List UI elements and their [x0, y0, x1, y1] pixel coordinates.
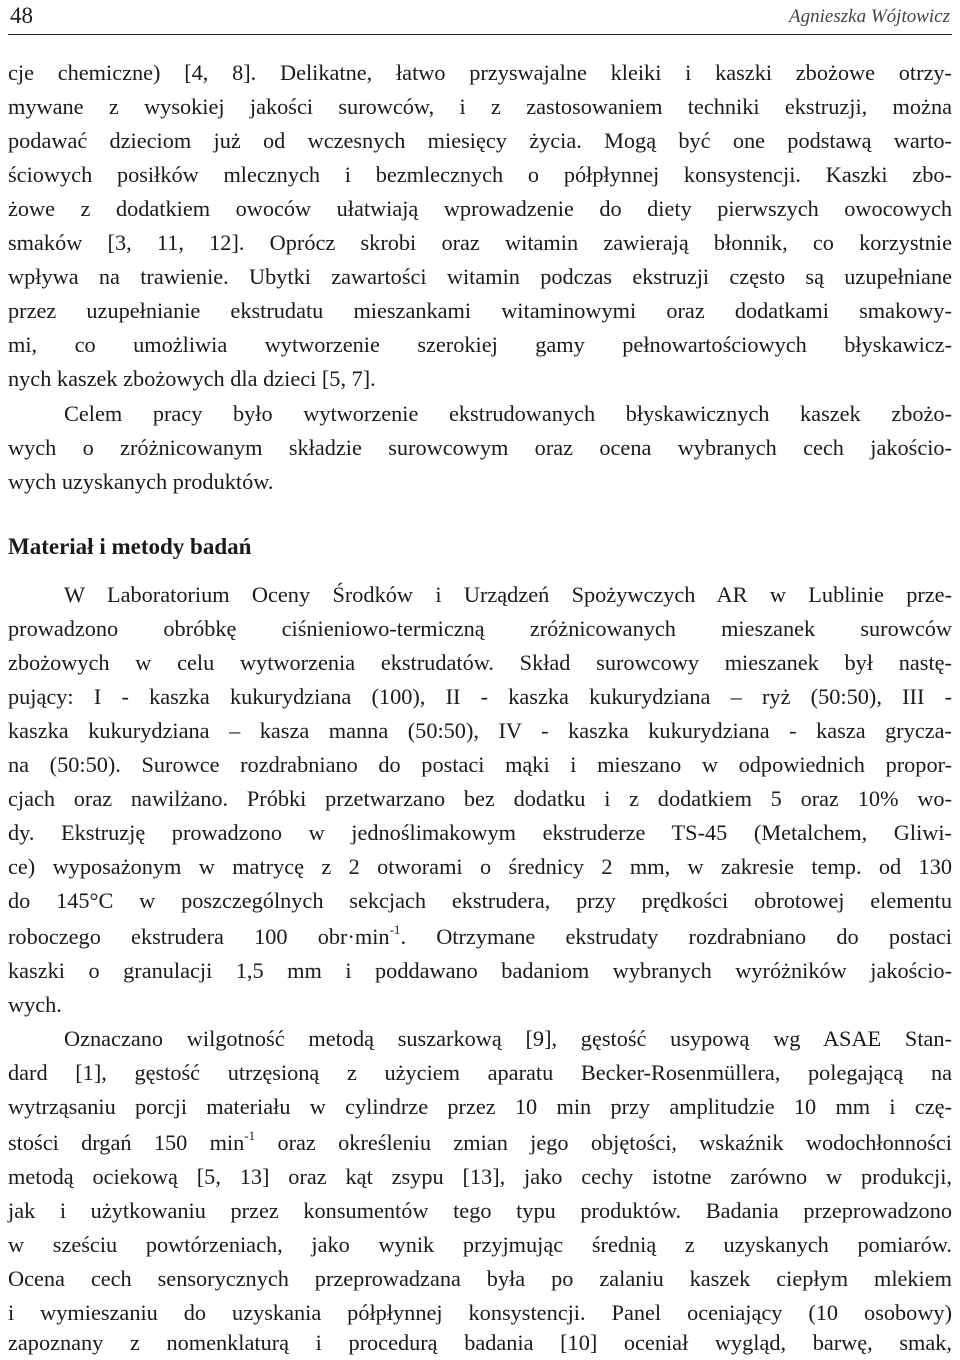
text-line: zbożowych w celu wytworzenia ekstrudatów. Skład surowcowy mieszanek był nastę- [8, 650, 952, 675]
text-line: cjach oraz nawilżano. Próbki przetwarzano bez dodatku i z dodatkiem 5 oraz 10% wo- [8, 786, 952, 811]
text-line [8, 920, 952, 954]
text-line: na (50:50). Surowce rozdrabniano do postaci mąki i mieszano w odpowiednich propor- [8, 752, 952, 777]
text-line: mi, co umożliwia wytworzenie szerokiej gamy pełnowartościowych błyskawicz- [8, 332, 952, 357]
page-number: 48 [10, 3, 33, 28]
text-run: . Otrzymane ekstrudaty rozdrabniano do postaci [400, 924, 953, 949]
text-line: przez uzupełnianie ekstrudatu mieszankami witaminowymi oraz dodatkami smakowy- [8, 298, 952, 323]
section-heading: Materiał i metody badań [8, 534, 252, 559]
superscript: -1 [389, 922, 401, 937]
text-line: prowadzono obróbkę ciśnieniowo-termiczną zróżnicowanych mieszanek surowców [8, 616, 952, 641]
text-line: Oznaczano wilgotność metodą suszarkową [9], gęstość usypową wg ASAE Stan- [64, 1026, 952, 1051]
text-line: żowe z dodatkiem owoców ułatwiają wprowadzenie do diety pierwszych owocowych [8, 196, 952, 221]
text-line: nych kaszek zbożowych dla dzieci [5, 7]. [8, 366, 376, 391]
text-line: wpływa na trawienie. Ubytki zawartości witamin podczas ekstruzji często są uzupełniane [8, 264, 952, 289]
page-header [8, 0, 952, 35]
text-line: wych o zróżnicowanym składzie surowcowym oraz ocena wybranych cech jakościo- [8, 435, 952, 460]
text-line: ce) wyposażonym w matrycę z 2 otworami o średnicy 2 mm, w zakresie temp. od 130 [8, 854, 952, 879]
text-line: Celem pracy było wytworzenie ekstrudowanych błyskawicznych kaszek zbożo- [64, 401, 952, 426]
text-line: dard [1], gęstość utrzęsioną z użyciem aparatu Becker-Rosenmüllera, polegającą na [8, 1060, 952, 1085]
text-run: oraz określeniu zmian jego objętości, wskaźnik wodochłonności [255, 1130, 952, 1155]
text-line: Ocena cech sensorycznych przeprowadzana była po zalaniu kaszek ciepłym mlekiem [8, 1266, 952, 1291]
text-line: zapoznany z nomenklaturą i procedurą badania [10] oceniał wygląd, barwę, smak, [8, 1330, 952, 1355]
text-line: mywane z wysokiej jakości surowców, i z zastosowaniem techniki ekstruzji, można [8, 94, 952, 119]
text-line: pujący: I - kaszka kukurydziana (100), II - kaszka kukurydziana – ryż (50:50), III - [8, 684, 952, 709]
text-line: smaków [3, 11, 12]. Oprócz skrobi oraz witamin zawierają błonnik, co korzystnie [8, 230, 952, 255]
text-line: W Laboratorium Oceny Środków i Urządzeń Spożywczych AR w Lublinie prze- [64, 582, 952, 607]
text-line: ściowych posiłków mlecznych i bezmlecznych o półpłynnej konsystencji. Kaszki zbo- [8, 162, 952, 187]
running-author: Agnieszka Wójtowicz [789, 6, 950, 27]
text-line: do 145°C w poszczególnych sekcjach ekstrudera, przy prędkości obrotowej elementu [8, 888, 952, 913]
text-line: wytrząsaniu porcji materiału w cylindrze przez 10 min przy amplitudzie 10 mm i czę- [8, 1094, 952, 1119]
text-line: i wymieszaniu do uzyskania półpłynnej konsystencji. Panel oceniający (10 osobowy) [8, 1300, 952, 1325]
text-line [8, 1126, 952, 1160]
text-run: stości drgań 150 min [8, 1130, 245, 1155]
text-line: w sześciu powtórzeniach, jako wynik przyjmując średnią z uzyskanych pomiarów. [8, 1232, 952, 1257]
superscript: -1 [244, 1128, 256, 1143]
text-run: roboczego ekstrudera 100 obr·min [8, 924, 390, 949]
text-line: metodą ociekową [5, 13] oraz kąt zsypu [13], jako cechy istotne zarówno w produkcji, [8, 1164, 952, 1189]
text-line: kaszki o granulacji 1,5 mm i poddawano badaniom wybranych wyróżników jakościo- [8, 958, 952, 983]
text-line: jak i użytkowaniu przez konsumentów tego typu produktów. Badania przeprowadzono [8, 1198, 952, 1223]
text-line: dy. Ekstruzję prowadzono w jednoślimakowym ekstruderze TS-45 (Metalchem, Gliwi- [8, 820, 952, 845]
text-line: wych uzyskanych produktów. [8, 469, 274, 494]
text-line: kaszka kukurydziana – kasza manna (50:50), IV - kaszka kukurydziana - kasza grycza- [8, 718, 952, 743]
text-line: podawać dzieciom już od wczesnych miesięcy życia. Mogą być one podstawą warto- [8, 128, 952, 153]
text-line: cje chemiczne) [4, 8]. Delikatne, łatwo przyswajalne kleiki i kaszki zbożowe otrzy- [8, 60, 952, 85]
text-line: wych. [8, 992, 62, 1017]
